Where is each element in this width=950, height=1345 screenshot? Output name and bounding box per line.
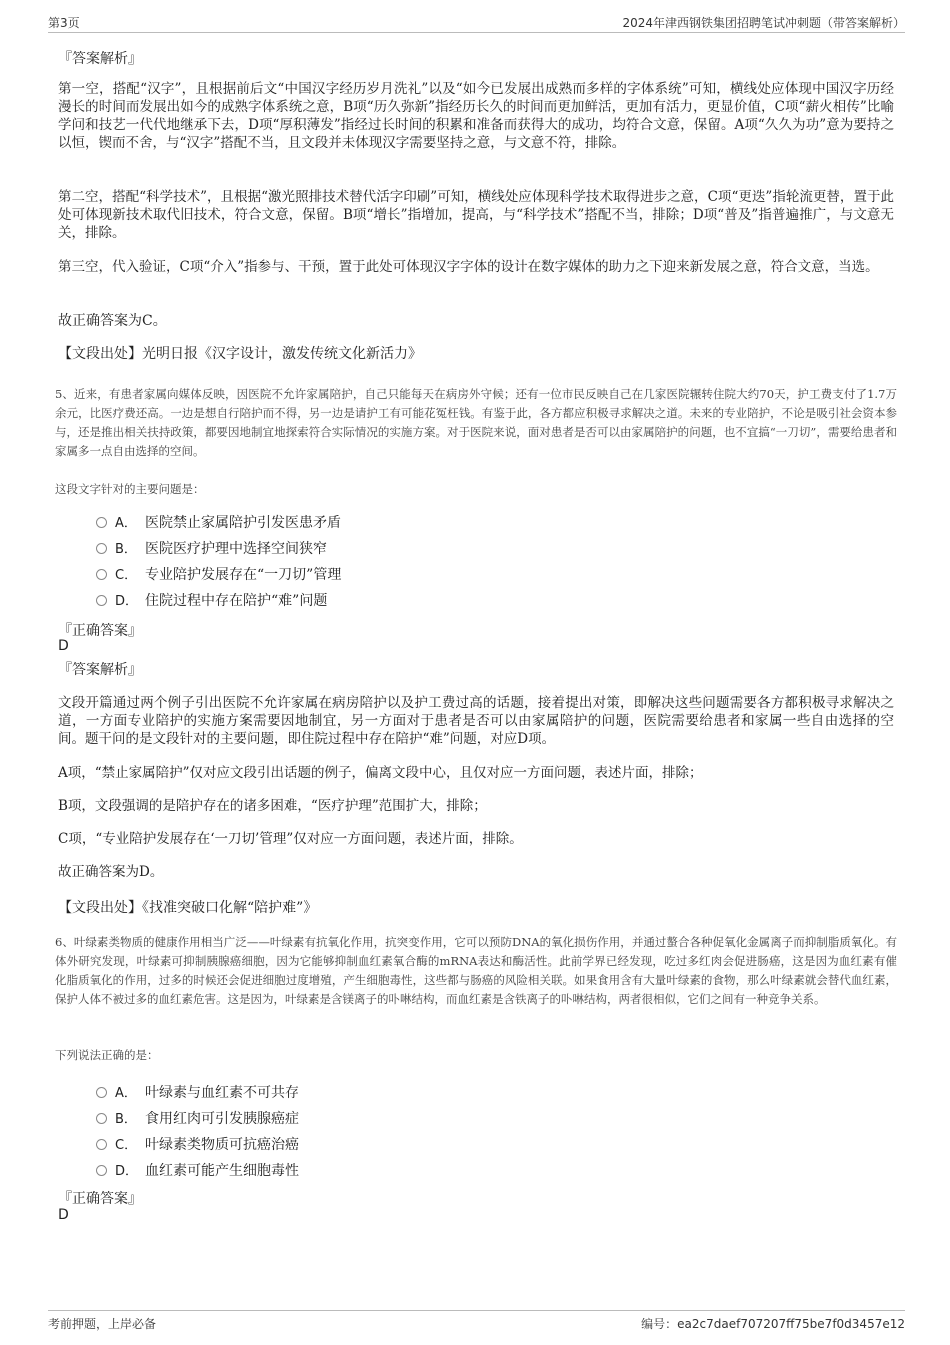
analysis-paragraph: 文段开篇通过两个例子引出医院不允许家属在病房陪护以及护工费过高的话题，接着提出对策，即解决这些问题需要各方都积极寻求解决之道，一方面专业陪护的实施方案需要因地制宜，另一方面对于患者是否可以由家属陪护的问题，医院需要给患者和家属一些自由选择的空间。题干问的是文段针对的主要问题，即住院过程中存在陪护“难”问题，对应D项。 [58, 695, 894, 747]
radio-icon[interactable] [96, 1165, 107, 1176]
correct-answer: D [58, 638, 69, 654]
analysis-label: 『答案解析』 [58, 662, 142, 678]
question-5-stem: 这段文字针对的主要问题是： [55, 482, 205, 496]
analysis-paragraph: B项，文段强调的是陪护存在的诸多困难，“医疗护理”范围扩大，排除； [58, 798, 487, 814]
radio-icon[interactable] [96, 1113, 107, 1124]
question-6-option-a[interactable]: A． 叶绿素与血红素不可共存 [96, 1082, 299, 1102]
document-title: 2024年津西钢铁集团招聘笔试冲刺题（带答案解析） [622, 16, 905, 30]
analysis-paragraph: C项，“专业陪护发展存在‘一刀切’管理”仅对应一方面问题，表述片面，排除。 [58, 831, 523, 847]
analysis-paragraph-3: 第三空，代入验证，C项“介入”指参与、干预，置于此处可体现汉字字体的设计在数字媒体的助力之下迎来新发展之意，符合文意，当选。 [58, 259, 879, 275]
analysis-paragraph: A项，“禁止家属陪护”仅对应文段引出话题的例子，偏离文段中心，且仅对应一方面问题，表述片面，排除； [58, 765, 703, 781]
radio-icon[interactable] [96, 595, 107, 606]
footer-slogan: 考前押题，上岸必备 [48, 1317, 157, 1331]
conclusion: 故正确答案为D。 [58, 864, 164, 880]
analysis-label: 『答案解析』 [58, 51, 142, 67]
conclusion: 故正确答案为C。 [58, 313, 167, 329]
question-6-stem: 下列说法正确的是： [55, 1048, 159, 1062]
question-5-text: 5、近来，有患者家属向媒体反映，因医院不允许家属陪护，自己只能每天在病房外守候；还有一位市民反映自己在几家医院辗转住院大约70天，护工费支付了1.7万余元，比医疗费还高。一边是想自行陪护而不得，另一边是请护工有可能花冤枉钱。有鉴于此，各方都应积极寻求解决之道。未来的专业陪护，不论是吸引社会资本参与，还是推出相关扶持政策，都要因地制宜地探索符合实际情况的实施方案。对于医院来说，面对患者是否可以由家属陪护的问题，也不宜搞“一刀切”，需要给患者和家属多一点自由选择的空间。 [55, 387, 897, 458]
page-header [48, 10, 905, 33]
question-5-option-c[interactable]: C． 专业陪护发展存在“一刀切”管理 [96, 564, 341, 584]
correct-answer-label: 『正确答案』 [58, 1191, 142, 1207]
radio-icon[interactable] [96, 1139, 107, 1150]
question-5-option-d[interactable]: D． 住院过程中存在陪护“难”问题 [96, 590, 327, 610]
source-citation: 【文段出处】光明日报《汉字设计，激发传统文化新活力》 [58, 346, 422, 362]
question-6-option-d[interactable]: D． 血红素可能产生细胞毒性 [96, 1160, 299, 1180]
question-5-option-a[interactable]: A． 医院禁止家属陪护引发医患矛盾 [96, 512, 341, 532]
radio-icon[interactable] [96, 543, 107, 554]
radio-icon[interactable] [96, 569, 107, 580]
analysis-paragraph-2: 第二空，搭配“科学技术”，且根据“激光照排技术替代活字印刷”可知，横线处应体现科学技术取得进步之意，C项“更迭”指轮流更替，置于此处可体现新技术取代旧技术，符合文意，保留。B项“增长”指增加，提高，与“科学技术”搭配不当，排除；D项“普及”指普遍推广，与文意无关，排除。 [58, 189, 894, 241]
question-6-option-c[interactable]: C． 叶绿素类物质可抗癌治癌 [96, 1134, 299, 1154]
page-number: 第3页 [48, 16, 80, 30]
question-6-text: 6、叶绿素类物质的健康作用相当广泛——叶绿素有抗氧化作用，抗突变作用，它可以预防DNA的氧化损伤作用，并通过螯合各种促氧化金属离子而抑制脂质氧化。有体外研究发现，叶绿素可抑制胰腺癌细胞，因为它能够抑制血红素氧合酶的mRNA表达和酶活性。此前学界已经发现，吃过多红肉会促进肠癌，这是因为血红素有催化脂质氧化的作用，过多的时候还会促进细胞过度增殖，产生细胞毒性，这些都与肠癌的风险相关联。如果食用含有大量叶绿素的食物，那么叶绿素就会替代血红素，保护人体不被过多的血红素危害。这是因为，叶绿素是含镁离子的卟啉结构，而血红素是含铁离子的卟啉结构，两者很相似，它们之间有一种竞争关系。 [55, 935, 897, 1006]
document-id: 编号：ea2c7daef707207ff75be7f0d3457e12 [641, 1317, 905, 1331]
source-citation: 【文段出处】《找准突破口化解“陪护难”》 [58, 900, 318, 916]
analysis-paragraph-1: 第一空，搭配“汉字”，且根据前后文“中国汉字经历岁月洗礼”以及“如今已发展出成熟而多样的字体系统”可知，横线处应体现中国汉字历经漫长的时间而发展出如今的成熟字体系统之意，B项“历久弥新”指经历长久的时间而更加鲜活，更加有活力，更显价值，C项“薪火相传”比喻学问和技艺一代代地继承下去，D项“厚积薄发”指经过长时间的积累和准备而获得大的成功，均符合文意，保留。A项“久久为功”意为要持之以恒，锲而不舍，与“汉字”搭配不当，且文段并未体现汉字需要坚持之意，与文意不符，排除。 [58, 81, 894, 151]
question-5-option-b[interactable]: B． 医院医疗护理中选择空间狭窄 [96, 538, 327, 558]
correct-answer-label: 『正确答案』 [58, 623, 142, 639]
question-6-option-b[interactable]: B． 食用红肉可引发胰腺癌症 [96, 1108, 299, 1128]
radio-icon[interactable] [96, 1087, 107, 1098]
correct-answer: D [58, 1207, 69, 1223]
radio-icon[interactable] [96, 517, 107, 528]
page-footer [48, 1310, 905, 1335]
